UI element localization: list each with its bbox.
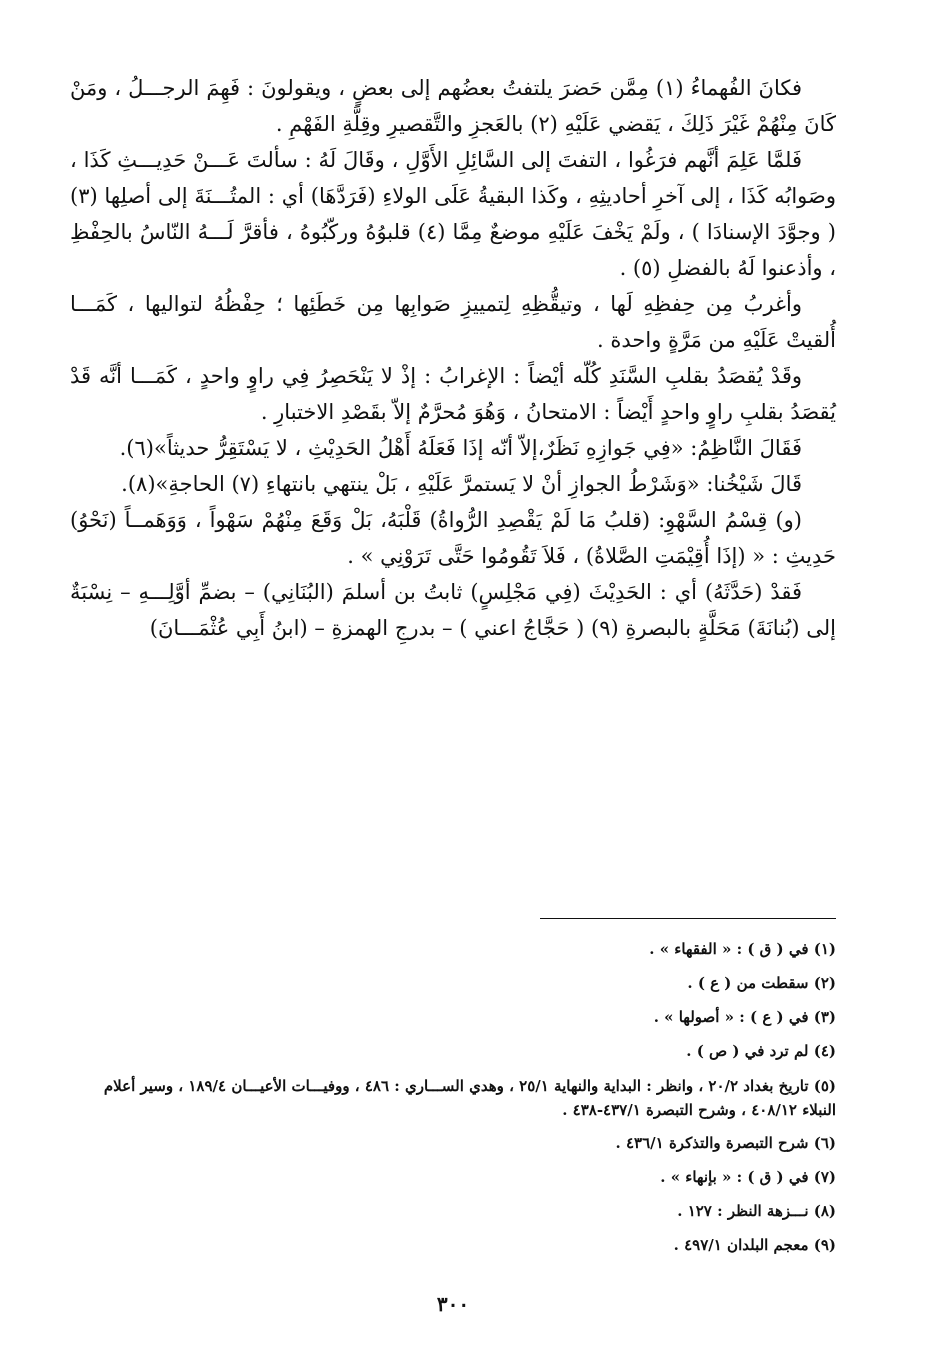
- footnote: (٥) تاريخ بغداد ٢٠/٢ ، وانظر : البداية والنهاية ٢٥/١ ، وهدي الســـاري : ٤٨٦ ، ووفيـــات الأعيـــان ١٨٩/٤ ، وسير أعلام النبلاء ٤٠٨/١٢ ، وشرح التبصرة ٤٣٧/١-٤٣٨ .: [103, 1077, 836, 1119]
- paragraph: فَقَالَ النَّاظِمُ: «فِي جَوازِهِ نَظَرٌ،إلاّ أنّه إذَا فَعَلَهُ أَهْلُ الحَدِيْثِ ، لا يَسْتَقِرُّ حديثاً»(٦).: [119, 436, 802, 460]
- footnote: (٦) شرح التبصرة والتذكرة ٤٣٦/١ .: [615, 1134, 836, 1152]
- paragraph: وقَدْ يُقصَدُ بقلبِ السَّنَدِ كُلّه أيْضاً : الإغرابُ : إذْ لا يَنْحَصِرُ فِي راوٍ واحدٍ ، كَمَـــا أنَّه قَدْ يُقصَدُ بقلبِ راوٍ واحدٍ أَيْضاً : الامتحانُ ، وَهُوَ مُحرَّمٌ إلاّ بقَصْدِ الاختبارِ .: [70, 364, 836, 424]
- paragraph: فَقدْ (حَدَّثَهُ) أي : الحَدِيْثَ (فِي مَجْلِسٍ) ثابتُ بن أسلمَ (البُنَانِي) – بضمِّ أوَّلِـــهِ – نِسْبَةٌ إلى (بُنانَةَ) مَحَلَّةٍ بالبصرةِ (٩) ( حَجَّاجُ اعني ) – بدرجِ الهمزةِ – (ابنُ أَبِي عُثْمَـــانَ): [70, 580, 836, 640]
- page-number: ٣٠٠: [436, 1292, 470, 1316]
- paragraph: (و) قِسْمُ السَّهْوِ: (قلبُ مَا لَمْ يَقْصِدِ الرُّواةُ) قَلْبَهُ، بَلْ وَقَعَ مِنْهُمْ سَهْواً ، وَوَهَمــاً (نَحْوُ) حَدِيثِ : « (إذَا أُقِيْمَتِ الصَّلاةُ) ، فَلاَ تَقُومُوا حَتَّى تَرَوْنِي » .: [70, 508, 836, 568]
- paragraph: فكانَ الفُهماءُ (١) مِمَّن حَضرَ يلتفتُ بعضُهم إلى بعضٍ ، ويقولونَ : فَهِمَ الرجـــلُ ، ومَنْ كَانَ مِنْهُمْ غَيْرَ ذَلِكَ ، يَقضي عَلَيْهِ (٢) بالعَجزِ والتَّقصيرِ وقِلَّةِ الفَهْمِ .: [70, 76, 836, 136]
- footnote: (٧) في ( ق ) : « بإنهاء » .: [660, 1168, 836, 1186]
- paragraph: فَلمَّا عَلِمَ أنَّهم فرَغُوا ، التفتَ إلى السَّائِلِ الأَوَّلِ ، وقَالَ لَهُ : سألتَ عَـــنْ حَدِيـــثِ كَذَا ، وصَوابُه كَذَا ، إلى آخرِ أحاديثِهِ ، وكَذا البقيةُ عَلَى الولاءِ (فَرَدَّهَا) أي : المتُـــنَةَ إلى أصلِها (٣) ( وجوَّدَ الإسنادَا ) ، ولَمْ يَخْفَ عَلَيْهِ موضعٌ مِمَّا (٤) قلبوُهُ وركّبُوهُ ، فأقرَّ لَـــهُ النّاسُ بالحِفْظِ ، وأذعنوا لَهُ بالفضلِ (٥) .: [70, 148, 836, 280]
- footnote: (٢) سقطت من ( ع ) .: [687, 974, 836, 992]
- footnote: (٨) نـــزهة النظر : ١٢٧ .: [677, 1202, 836, 1220]
- paragraph: قَالَ شَيْخُنا: «وَشَرْطُ الجوازِ أنْ لا يَستمرَّ عَلَيْهِ ، بَلْ ينتهي بانتهاءِ (٧) الحاجةِ»(٨).: [121, 472, 802, 496]
- footnote: (٩) معجم البلدان ٤٩٧/١ .: [673, 1236, 836, 1254]
- book-page: [70, 70, 836, 1350]
- paragraph: وأغربُ مِن حِفظِهِ لَها ، وتيقُّظِهِ لِتمييزِ صَوابِها مِن خَطَئِها ؛ حِفْظُهُ لتواليها ، كَمَـــا أُلقيتْ عَلَيْهِ من مَرَّةٍ واحدة .: [70, 292, 836, 352]
- footnote: (١) في ( ق ) : « الفقهاء » .: [649, 940, 836, 958]
- footnote-separator: [540, 918, 836, 919]
- main-text: [70, 70, 836, 646]
- footnote: (٣) في ( ع ) : « أصولها » .: [653, 1008, 836, 1026]
- footnote: (٤) لم ترد في ( ص ) .: [686, 1042, 836, 1060]
- footnotes: [70, 932, 836, 1262]
